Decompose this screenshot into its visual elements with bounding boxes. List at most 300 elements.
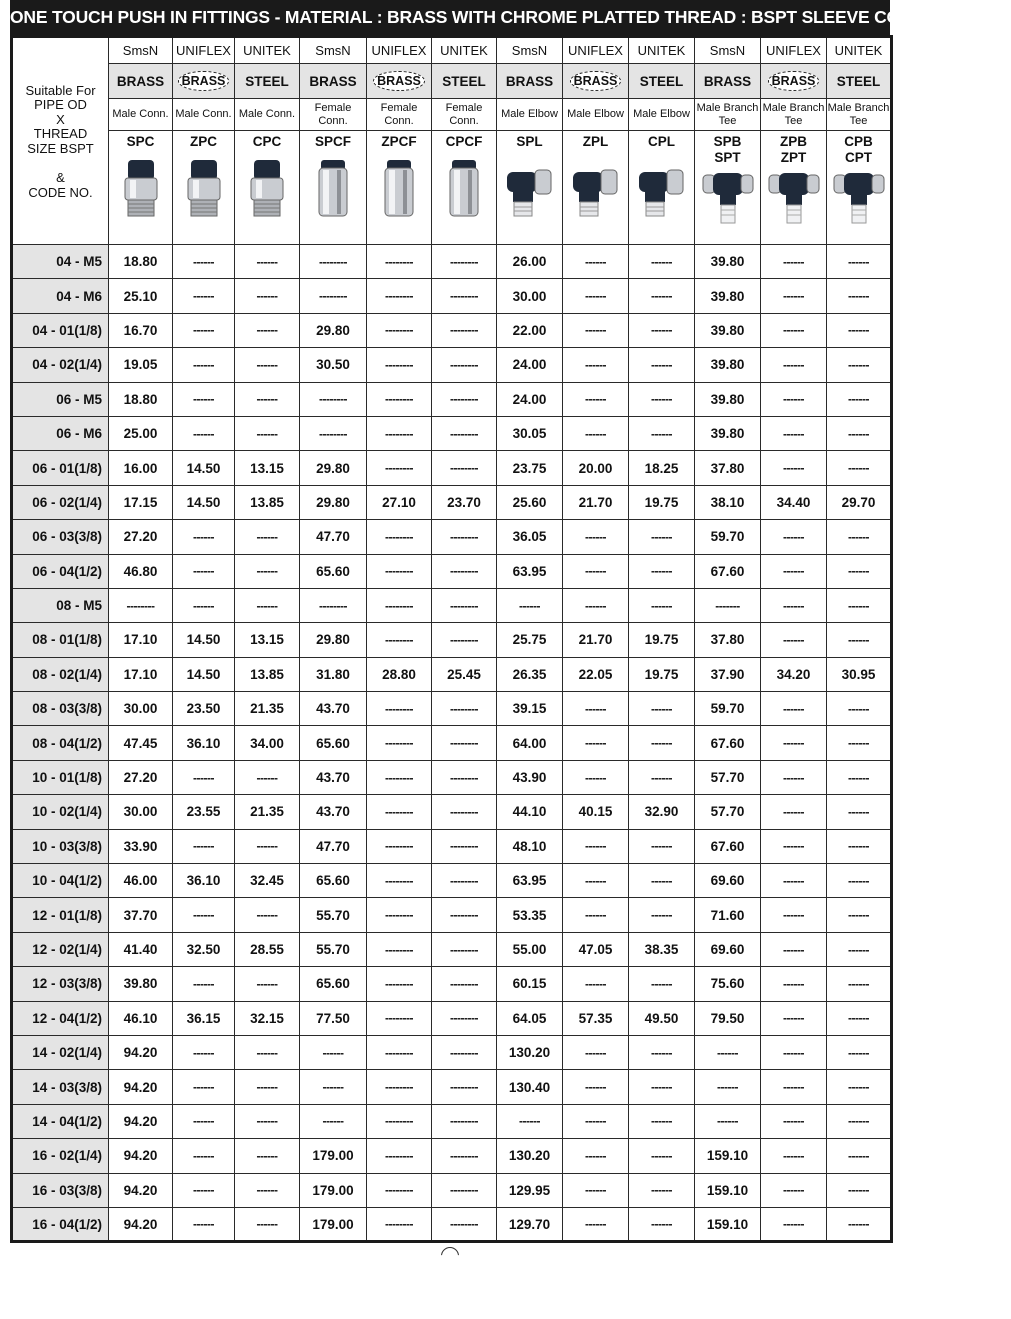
price-cell: ------ bbox=[629, 1173, 695, 1207]
price-cell: 34.40 bbox=[761, 485, 827, 519]
price-cell: -------- bbox=[432, 795, 497, 829]
price-cell: ------ bbox=[629, 864, 695, 898]
price-cell: 32.50 bbox=[173, 932, 235, 966]
price-cell: -------- bbox=[367, 588, 432, 622]
price-cell: 94.20 bbox=[109, 1207, 173, 1241]
price-cell: 47.05 bbox=[563, 932, 629, 966]
price-cell: 37.70 bbox=[109, 898, 173, 932]
size-cell: 12 - 01(1/8) bbox=[12, 898, 109, 932]
price-cell: 37.90 bbox=[695, 657, 761, 691]
price-cell: -------- bbox=[432, 520, 497, 554]
fitting-type-cell: Male Elbow bbox=[629, 99, 695, 131]
price-cell: 33.90 bbox=[109, 829, 173, 863]
price-cell: 27.10 bbox=[367, 485, 432, 519]
price-cell: ------ bbox=[563, 1104, 629, 1138]
price-cell: ------ bbox=[173, 416, 235, 450]
price-cell: -------- bbox=[367, 313, 432, 347]
price-cell: 32.45 bbox=[235, 864, 300, 898]
price-cell: 13.85 bbox=[235, 485, 300, 519]
table-row bbox=[12, 932, 892, 966]
price-cell: ------ bbox=[173, 520, 235, 554]
price-cell: ------ bbox=[629, 554, 695, 588]
price-cell: 13.15 bbox=[235, 623, 300, 657]
table-row bbox=[12, 1035, 892, 1069]
table-row bbox=[12, 313, 892, 347]
price-cell: 23.75 bbox=[497, 451, 563, 485]
price-cell: ------ bbox=[497, 588, 563, 622]
price-cell: ------ bbox=[563, 829, 629, 863]
female-connector-icon bbox=[432, 158, 496, 225]
price-cell: 17.15 bbox=[109, 485, 173, 519]
price-cell: ------ bbox=[235, 1173, 300, 1207]
price-cell: -------- bbox=[367, 416, 432, 450]
fitting-type-cell: Male Branch Tee bbox=[827, 99, 892, 131]
price-cell: 22.00 bbox=[497, 313, 563, 347]
price-cell: -------- bbox=[367, 1001, 432, 1035]
table-row bbox=[12, 829, 892, 863]
price-cell: ------ bbox=[827, 898, 892, 932]
price-cell: ------ bbox=[629, 726, 695, 760]
size-cell: 10 - 03(3/8) bbox=[12, 829, 109, 863]
size-cell: 04 - 02(1/4) bbox=[12, 348, 109, 382]
price-cell: ------ bbox=[235, 313, 300, 347]
code-header-cell bbox=[173, 131, 235, 245]
price-cell: ------ bbox=[563, 588, 629, 622]
price-cell: 26.35 bbox=[497, 657, 563, 691]
price-cell: ------ bbox=[235, 245, 300, 279]
price-cell: ------ bbox=[563, 760, 629, 794]
material-header-cell: BRASS bbox=[109, 64, 173, 99]
female-connector-icon bbox=[300, 158, 366, 225]
brand-header-cell: UNIFLEX bbox=[173, 37, 235, 64]
price-cell: 130.40 bbox=[497, 1070, 563, 1104]
price-cell: -------- bbox=[109, 588, 173, 622]
page-number-mark bbox=[441, 1247, 459, 1265]
price-cell: ------ bbox=[761, 864, 827, 898]
price-cell: 25.00 bbox=[109, 416, 173, 450]
price-cell: 94.20 bbox=[109, 1070, 173, 1104]
price-cell: 29.80 bbox=[300, 485, 367, 519]
price-cell: ------ bbox=[300, 1104, 367, 1138]
price-cell: 67.60 bbox=[695, 726, 761, 760]
price-cell: 36.10 bbox=[173, 864, 235, 898]
price-cell: ------ bbox=[563, 416, 629, 450]
price-cell: ------ bbox=[761, 1001, 827, 1035]
table-row bbox=[12, 898, 892, 932]
size-cell: 06 - 01(1/8) bbox=[12, 451, 109, 485]
price-cell: 40.15 bbox=[563, 795, 629, 829]
price-cell: 55.70 bbox=[300, 898, 367, 932]
price-cell: ------ bbox=[827, 1139, 892, 1173]
price-cell: ------ bbox=[761, 692, 827, 726]
price-cell: 129.95 bbox=[497, 1173, 563, 1207]
price-cell: ------ bbox=[761, 1139, 827, 1173]
price-cell: 18.25 bbox=[629, 451, 695, 485]
price-cell: ------ bbox=[173, 760, 235, 794]
brand-header-cell: SmsN bbox=[109, 37, 173, 64]
price-cell: 19.75 bbox=[629, 657, 695, 691]
price-cell: 37.80 bbox=[695, 623, 761, 657]
material-header-cell bbox=[367, 64, 432, 99]
size-cell: 16 - 03(3/8) bbox=[12, 1173, 109, 1207]
brand-header-cell: UNIFLEX bbox=[367, 37, 432, 64]
price-cell: 69.60 bbox=[695, 932, 761, 966]
price-cell: 39.80 bbox=[695, 348, 761, 382]
table-row bbox=[12, 795, 892, 829]
price-cell: ------- bbox=[695, 588, 761, 622]
price-cell: -------- bbox=[432, 1035, 497, 1069]
price-cell: 129.70 bbox=[497, 1207, 563, 1241]
price-cell: 25.10 bbox=[109, 279, 173, 313]
price-cell: ------ bbox=[629, 382, 695, 416]
size-cell: 08 - M5 bbox=[12, 588, 109, 622]
price-cell: 36.10 bbox=[173, 726, 235, 760]
table-row bbox=[12, 279, 892, 313]
price-cell: ------ bbox=[827, 1001, 892, 1035]
price-cell: ------ bbox=[563, 245, 629, 279]
price-cell: -------- bbox=[300, 382, 367, 416]
price-cell: ------ bbox=[629, 967, 695, 1001]
price-cell: 47.70 bbox=[300, 520, 367, 554]
price-cell: ------ bbox=[629, 1035, 695, 1069]
code-label: ZPC bbox=[190, 134, 217, 149]
price-cell: 17.10 bbox=[109, 657, 173, 691]
price-cell: ------ bbox=[563, 726, 629, 760]
price-cell: 26.00 bbox=[497, 245, 563, 279]
price-cell: 67.60 bbox=[695, 829, 761, 863]
price-cell: -------- bbox=[367, 932, 432, 966]
material-header-cell bbox=[173, 64, 235, 99]
size-cell: 06 - 02(1/4) bbox=[12, 485, 109, 519]
price-cell: 18.80 bbox=[109, 245, 173, 279]
price-cell: 39.80 bbox=[695, 382, 761, 416]
price-cell: 19.75 bbox=[629, 623, 695, 657]
price-cell: 94.20 bbox=[109, 1104, 173, 1138]
price-cell: ------ bbox=[173, 313, 235, 347]
price-cell: ------ bbox=[827, 1035, 892, 1069]
price-cell: 39.80 bbox=[695, 279, 761, 313]
code-label: SPC bbox=[126, 134, 155, 149]
table-row bbox=[12, 760, 892, 794]
price-cell: ------ bbox=[827, 932, 892, 966]
price-cell: 23.70 bbox=[432, 485, 497, 519]
price-cell: 39.80 bbox=[695, 245, 761, 279]
price-cell: 27.20 bbox=[109, 760, 173, 794]
price-cell: 29.80 bbox=[300, 313, 367, 347]
size-cell: 08 - 04(1/2) bbox=[12, 726, 109, 760]
price-cell: ------ bbox=[761, 313, 827, 347]
price-cell: ------ bbox=[563, 898, 629, 932]
price-cell: ------ bbox=[235, 1070, 300, 1104]
price-cell: ------ bbox=[563, 692, 629, 726]
brand-header-cell: UNITEK bbox=[827, 37, 892, 64]
price-cell: ------ bbox=[629, 348, 695, 382]
price-cell: -------- bbox=[432, 313, 497, 347]
price-cell: ------ bbox=[761, 932, 827, 966]
price-cell: -------- bbox=[432, 623, 497, 657]
price-cell: ------ bbox=[629, 416, 695, 450]
price-cell: -------- bbox=[300, 245, 367, 279]
price-cell: 179.00 bbox=[300, 1173, 367, 1207]
price-cell: 22.05 bbox=[563, 657, 629, 691]
price-cell: -------- bbox=[432, 1139, 497, 1173]
table-row bbox=[12, 348, 892, 382]
code-label: ZPCF bbox=[381, 134, 417, 149]
price-cell: 21.70 bbox=[563, 485, 629, 519]
price-cell: 179.00 bbox=[300, 1207, 367, 1241]
price-cell: ------ bbox=[827, 795, 892, 829]
brand-header-cell: SmsN bbox=[497, 37, 563, 64]
price-cell: ------ bbox=[761, 1207, 827, 1241]
size-cell: 04 - M6 bbox=[12, 279, 109, 313]
price-cell: ------ bbox=[497, 1104, 563, 1138]
price-cell: ------ bbox=[827, 245, 892, 279]
price-cell: 24.00 bbox=[497, 382, 563, 416]
male-connector-icon bbox=[109, 158, 172, 225]
brand-header-cell: UNIFLEX bbox=[563, 37, 629, 64]
code-label: CPL bbox=[648, 134, 675, 149]
price-cell: 43.90 bbox=[497, 760, 563, 794]
price-cell: -------- bbox=[432, 382, 497, 416]
female-connector-icon bbox=[367, 158, 431, 225]
price-cell: 24.00 bbox=[497, 348, 563, 382]
price-cell: 36.15 bbox=[173, 1001, 235, 1035]
male-elbow-icon bbox=[497, 158, 562, 225]
table-row bbox=[12, 485, 892, 519]
size-cell: 14 - 03(3/8) bbox=[12, 1070, 109, 1104]
price-cell: -------- bbox=[367, 898, 432, 932]
code-header-cell bbox=[432, 131, 497, 245]
price-cell: ------ bbox=[629, 520, 695, 554]
price-cell: -------- bbox=[367, 1104, 432, 1138]
material-stamp: BRASS bbox=[373, 71, 425, 91]
price-cell: 13.15 bbox=[235, 451, 300, 485]
price-cell: 179.00 bbox=[300, 1139, 367, 1173]
price-cell: -------- bbox=[300, 588, 367, 622]
price-cell: 14.50 bbox=[173, 485, 235, 519]
size-cell: 10 - 01(1/8) bbox=[12, 760, 109, 794]
price-cell: -------- bbox=[367, 1070, 432, 1104]
price-cell: ------ bbox=[827, 279, 892, 313]
price-cell: ------ bbox=[235, 1104, 300, 1138]
price-cell: 32.90 bbox=[629, 795, 695, 829]
price-cell: 49.50 bbox=[629, 1001, 695, 1035]
price-cell: ------ bbox=[761, 588, 827, 622]
code-header-cell bbox=[497, 131, 563, 245]
price-cell: ------ bbox=[235, 416, 300, 450]
table-row bbox=[12, 726, 892, 760]
price-cell: -------- bbox=[367, 967, 432, 1001]
price-cell: ------ bbox=[235, 1139, 300, 1173]
price-cell: ------ bbox=[300, 1035, 367, 1069]
brand-header-cell: UNITEK bbox=[432, 37, 497, 64]
price-cell: ------ bbox=[173, 1070, 235, 1104]
price-cell: ------ bbox=[173, 829, 235, 863]
size-cell: 06 - M6 bbox=[12, 416, 109, 450]
price-cell: ------ bbox=[235, 279, 300, 313]
price-cell: ------ bbox=[761, 554, 827, 588]
price-cell: ------ bbox=[827, 1104, 892, 1138]
price-cell: 25.75 bbox=[497, 623, 563, 657]
price-cell: 94.20 bbox=[109, 1173, 173, 1207]
price-cell: -------- bbox=[432, 1070, 497, 1104]
material-stamp: BRASS bbox=[768, 71, 820, 91]
material-header-cell: STEEL bbox=[432, 64, 497, 99]
price-cell: 39.80 bbox=[695, 416, 761, 450]
price-cell: ------ bbox=[761, 520, 827, 554]
size-cell: 16 - 04(1/2) bbox=[12, 1207, 109, 1241]
price-cell: ------ bbox=[761, 623, 827, 657]
price-cell: 25.45 bbox=[432, 657, 497, 691]
price-cell: 30.00 bbox=[497, 279, 563, 313]
code-header-cell bbox=[629, 131, 695, 245]
fitting-type-cell: Male Elbow bbox=[563, 99, 629, 131]
price-cell: ------ bbox=[563, 554, 629, 588]
code-header-cell bbox=[109, 131, 173, 245]
size-cell: 08 - 01(1/8) bbox=[12, 623, 109, 657]
price-cell: -------- bbox=[432, 898, 497, 932]
price-cell: ------ bbox=[827, 451, 892, 485]
code-label: ZPB ZPT bbox=[780, 134, 807, 165]
price-cell: ------ bbox=[235, 382, 300, 416]
price-cell: -------- bbox=[367, 520, 432, 554]
price-cell: ------ bbox=[563, 967, 629, 1001]
fitting-type-cell: Female Conn. bbox=[367, 99, 432, 131]
price-cell: ------ bbox=[695, 1104, 761, 1138]
price-cell: ------ bbox=[761, 829, 827, 863]
price-cell: ------ bbox=[235, 967, 300, 1001]
price-cell: ------ bbox=[827, 967, 892, 1001]
price-cell: -------- bbox=[432, 588, 497, 622]
price-cell: ------ bbox=[563, 1207, 629, 1241]
price-cell: ------ bbox=[827, 382, 892, 416]
price-cell: ------ bbox=[563, 382, 629, 416]
brand-header-cell: SmsN bbox=[300, 37, 367, 64]
price-cell: -------- bbox=[432, 864, 497, 898]
price-cell: -------- bbox=[300, 416, 367, 450]
price-cell: 21.70 bbox=[563, 623, 629, 657]
code-header-cell bbox=[367, 131, 432, 245]
fitting-type-cell: Male Branch Tee bbox=[761, 99, 827, 131]
table-row bbox=[12, 623, 892, 657]
size-cell: 12 - 04(1/2) bbox=[12, 1001, 109, 1035]
price-cell: ------ bbox=[173, 588, 235, 622]
brand-header-cell: UNIFLEX bbox=[761, 37, 827, 64]
price-cell: 34.20 bbox=[761, 657, 827, 691]
size-cell: 04 - 01(1/8) bbox=[12, 313, 109, 347]
price-cell: ------ bbox=[629, 829, 695, 863]
price-cell: ------ bbox=[761, 451, 827, 485]
price-cell: ------ bbox=[629, 279, 695, 313]
price-cell: ------ bbox=[695, 1035, 761, 1069]
code-label: SPB SPT bbox=[713, 134, 742, 165]
price-cell: ------ bbox=[235, 1035, 300, 1069]
price-cell: -------- bbox=[432, 829, 497, 863]
price-cell: ------ bbox=[827, 692, 892, 726]
price-cell: 16.00 bbox=[109, 451, 173, 485]
male-connector-icon bbox=[173, 158, 234, 225]
price-cell: ------ bbox=[563, 864, 629, 898]
price-cell: 44.10 bbox=[497, 795, 563, 829]
price-cell: 59.70 bbox=[695, 520, 761, 554]
price-cell: ------ bbox=[173, 245, 235, 279]
price-cell: 75.60 bbox=[695, 967, 761, 1001]
price-cell: -------- bbox=[367, 1035, 432, 1069]
price-cell: -------- bbox=[432, 1104, 497, 1138]
brand-header-cell: UNITEK bbox=[629, 37, 695, 64]
price-cell: -------- bbox=[432, 726, 497, 760]
price-cell: 59.70 bbox=[695, 692, 761, 726]
price-cell: ------ bbox=[629, 1070, 695, 1104]
price-cell: ------ bbox=[761, 1070, 827, 1104]
price-cell: -------- bbox=[367, 829, 432, 863]
price-cell: ------ bbox=[761, 1035, 827, 1069]
price-cell: ------ bbox=[761, 795, 827, 829]
price-cell: ------ bbox=[563, 1035, 629, 1069]
code-header-cell bbox=[563, 131, 629, 245]
size-cell: 14 - 04(1/2) bbox=[12, 1104, 109, 1138]
type-header-row bbox=[12, 99, 892, 131]
table-row bbox=[12, 864, 892, 898]
fitting-type-cell: Male Conn. bbox=[109, 99, 173, 131]
table-row bbox=[12, 451, 892, 485]
price-cell: ------ bbox=[761, 967, 827, 1001]
page-title: ONE TOUCH PUSH IN FITTINGS - MATERIAL : BRASS WITH CHROME PLATTED THREAD : BSPT SLEEVE COLOUR : BLUE bbox=[10, 0, 890, 35]
price-cell: -------- bbox=[432, 1207, 497, 1241]
size-cell: 10 - 04(1/2) bbox=[12, 864, 109, 898]
price-cell: -------- bbox=[367, 245, 432, 279]
price-cell: 23.50 bbox=[173, 692, 235, 726]
price-cell: -------- bbox=[367, 382, 432, 416]
price-cell: -------- bbox=[367, 623, 432, 657]
code-header-row bbox=[12, 131, 892, 245]
price-cell: ------ bbox=[827, 760, 892, 794]
price-cell: -------- bbox=[432, 760, 497, 794]
price-cell: 57.70 bbox=[695, 795, 761, 829]
price-cell: 55.70 bbox=[300, 932, 367, 966]
fitting-type-cell: Male Branch Tee bbox=[695, 99, 761, 131]
price-cell: 20.00 bbox=[563, 451, 629, 485]
size-cell: 04 - M5 bbox=[12, 245, 109, 279]
price-cell: -------- bbox=[432, 416, 497, 450]
table-row bbox=[12, 1207, 892, 1241]
price-cell: 43.70 bbox=[300, 692, 367, 726]
price-cell: 13.85 bbox=[235, 657, 300, 691]
price-cell: -------- bbox=[432, 245, 497, 279]
price-cell: ------ bbox=[235, 1207, 300, 1241]
price-cell: ------ bbox=[173, 554, 235, 588]
price-cell: -------- bbox=[432, 279, 497, 313]
price-cell: -------- bbox=[367, 864, 432, 898]
fitting-type-cell: Male Elbow bbox=[497, 99, 563, 131]
price-cell: 39.15 bbox=[497, 692, 563, 726]
price-cell: ------ bbox=[173, 898, 235, 932]
price-cell: 36.05 bbox=[497, 520, 563, 554]
price-cell: ------ bbox=[173, 1207, 235, 1241]
price-cell: ------ bbox=[235, 588, 300, 622]
size-cell: 06 - 04(1/2) bbox=[12, 554, 109, 588]
branch-tee-icon bbox=[761, 167, 826, 234]
price-cell: 46.80 bbox=[109, 554, 173, 588]
price-cell: 64.00 bbox=[497, 726, 563, 760]
price-cell: 57.70 bbox=[695, 760, 761, 794]
table-row bbox=[12, 1139, 892, 1173]
price-cell: 30.95 bbox=[827, 657, 892, 691]
price-cell: ------ bbox=[629, 588, 695, 622]
price-cell: 30.00 bbox=[109, 692, 173, 726]
table-row bbox=[12, 1104, 892, 1138]
price-cell: 65.60 bbox=[300, 554, 367, 588]
